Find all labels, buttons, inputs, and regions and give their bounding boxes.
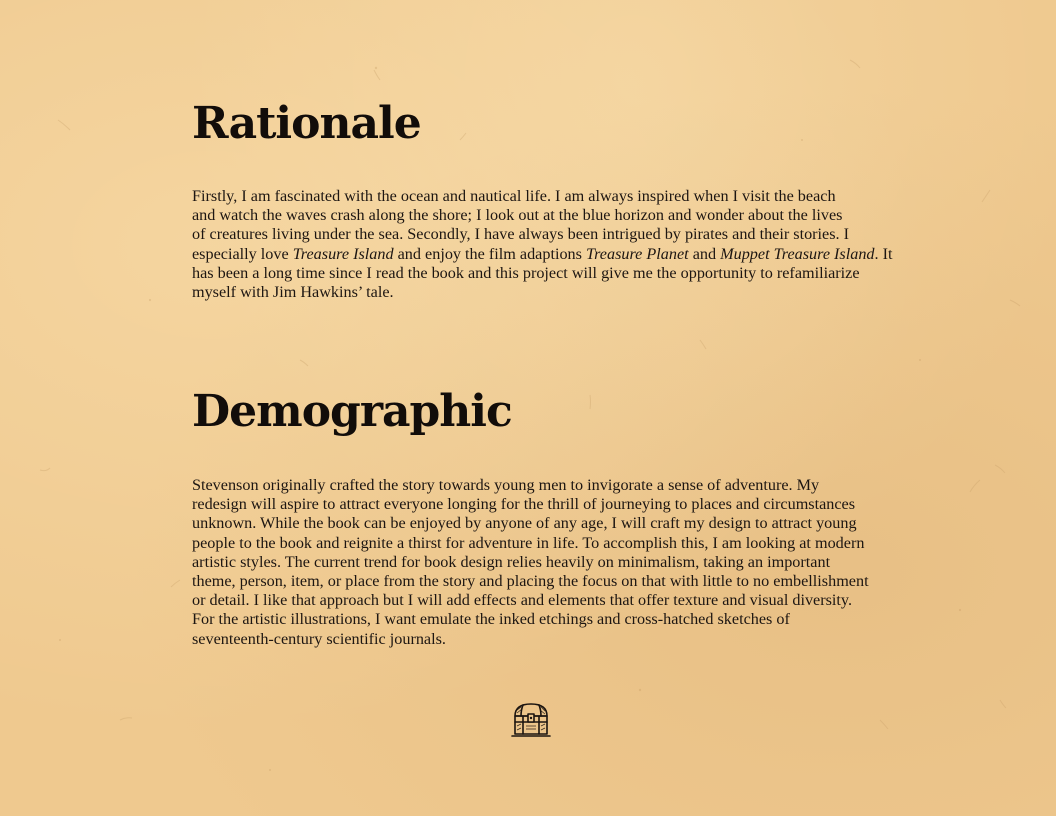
paragraph-line	[192, 206, 867, 225]
paragraph-line	[192, 610, 867, 629]
book-title: Treasure Island	[292, 244, 394, 263]
text-run: artistic styles. The current trend for book design relies heavily on minimalism, taking an important	[192, 552, 831, 571]
book-title: Treasure Planet	[586, 244, 689, 263]
paragraph-line	[192, 476, 867, 495]
rationale-heading: Rationale	[192, 98, 421, 149]
demographic-section	[192, 384, 867, 649]
text-run: myself with Jim Hawkins’ tale.	[192, 283, 394, 302]
paragraph-line	[192, 495, 867, 514]
demographic-paragraph	[192, 476, 867, 649]
paragraph-line	[192, 225, 867, 244]
text-run: and	[688, 244, 721, 263]
text-run: and watch the waves crash along the shore; I look out at the blue horizon and wonder about the lives	[192, 206, 843, 225]
text-run: and enjoy the film adaptions	[393, 244, 586, 263]
treasure-chest-icon	[509, 700, 553, 740]
demographic-heading: Demographic	[192, 386, 512, 437]
paragraph-line	[192, 244, 893, 264]
text-run: . It	[874, 244, 893, 263]
paragraph-line	[192, 572, 867, 591]
text-run: Stevenson originally crafted the story towards young men to invigorate a sense of adventure. My	[192, 476, 820, 494]
text-run: theme, person, item, or place from the story and placing the focus on that with little to no embellishment	[192, 572, 869, 591]
rationale-paragraph	[192, 187, 893, 302]
text-run: For the artistic illustrations, I want emulate the inked etchings and cross-hatched sketches of	[192, 610, 790, 629]
text-run: or detail. I like that approach but I will add effects and elements that offer texture and visual diversity.	[192, 591, 853, 610]
paragraph-line	[192, 187, 867, 206]
rationale-section	[192, 96, 893, 302]
book-title: Muppet Treasure Island	[720, 244, 875, 263]
paragraph-line	[192, 283, 867, 302]
text-run: has been a long time since I read the book and this project will give me the opportunity to refamiliarize	[192, 263, 860, 282]
text-run: of creatures living under the sea. Secondly, I have always been intrigued by pirates and their stories. I	[192, 225, 850, 244]
text-run: seventeenth-century scientific journals.	[192, 629, 446, 648]
text-run: redesign will aspire to attract everyone longing for the thrill of journeying to places and circumstances	[192, 495, 856, 514]
paragraph-line	[192, 264, 867, 283]
paragraph-line	[192, 591, 867, 610]
text-run: Firstly, I am fascinated with the ocean and nautical life. I am always inspired when I visit the beach	[192, 187, 836, 205]
paragraph-line	[192, 630, 867, 649]
text-run: people to the book and reignite a thirst for adventure in life. To accomplish this, I am looking at modern	[192, 533, 865, 552]
paragraph-line	[192, 514, 867, 533]
text-run: unknown. While the book can be enjoyed by anyone of any age, I will craft my design to attract young	[192, 514, 857, 533]
paragraph-line	[192, 553, 867, 572]
text-run: especially love	[192, 244, 293, 263]
paragraph-line	[192, 534, 867, 553]
